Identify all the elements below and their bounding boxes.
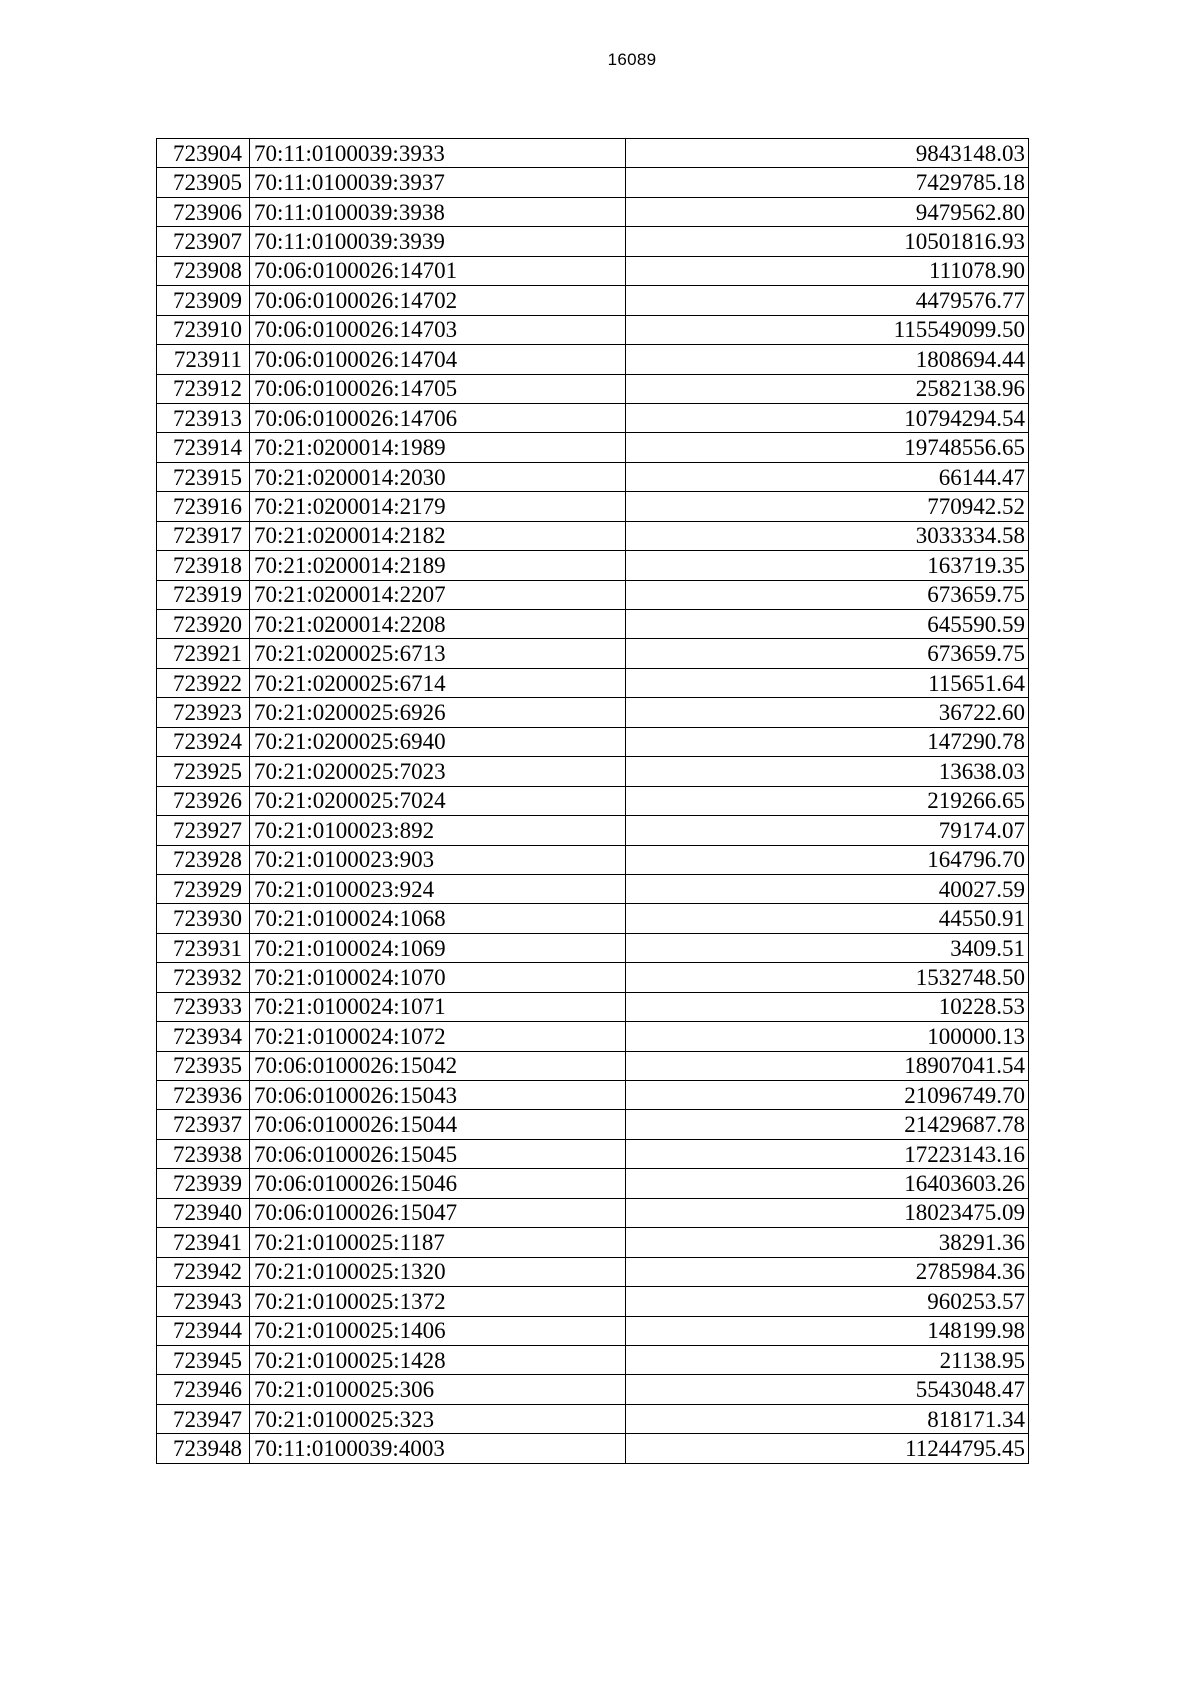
table-row <box>157 433 1029 462</box>
cadastral-value-cell: 66144.47 <box>626 462 1029 491</box>
table-row <box>157 1287 1029 1316</box>
cadastral-value-cell: 38291.36 <box>626 1228 1029 1257</box>
row-number-cell: 723914 <box>157 433 250 462</box>
cadastral-value-table <box>156 138 1029 1464</box>
cadastral-number-cell: 70:06:0100026:14702 <box>250 286 626 315</box>
cadastral-value-cell: 100000.13 <box>626 1022 1029 1051</box>
table-row <box>157 286 1029 315</box>
cadastral-value-cell: 1808694.44 <box>626 345 1029 374</box>
cadastral-value-cell: 147290.78 <box>626 727 1029 756</box>
table-row <box>157 1404 1029 1433</box>
table-row <box>157 139 1029 168</box>
cadastral-number-cell: 70:21:0200014:2207 <box>250 580 626 609</box>
cadastral-number-cell: 70:21:0100025:1406 <box>250 1316 626 1345</box>
table-row <box>157 668 1029 697</box>
row-number-cell: 723919 <box>157 580 250 609</box>
table-row <box>157 874 1029 903</box>
row-number-cell: 723912 <box>157 374 250 403</box>
row-number-cell: 723928 <box>157 845 250 874</box>
cadastral-number-cell: 70:21:0100024:1072 <box>250 1022 626 1051</box>
table-row <box>157 1316 1029 1345</box>
cadastral-number-cell: 70:21:0100024:1068 <box>250 904 626 933</box>
cadastral-value-cell: 13638.03 <box>626 757 1029 786</box>
row-number-cell: 723922 <box>157 668 250 697</box>
cadastral-number-cell: 70:06:0100026:14705 <box>250 374 626 403</box>
row-number-cell: 723937 <box>157 1110 250 1139</box>
row-number-cell: 723932 <box>157 963 250 992</box>
cadastral-number-cell: 70:06:0100026:15045 <box>250 1139 626 1168</box>
table-row <box>157 1257 1029 1286</box>
cadastral-value-cell: 18907041.54 <box>626 1051 1029 1080</box>
cadastral-number-cell: 70:21:0100025:1428 <box>250 1345 626 1374</box>
table-row <box>157 816 1029 845</box>
cadastral-value-cell: 163719.35 <box>626 551 1029 580</box>
cadastral-value-cell: 5543048.47 <box>626 1375 1029 1404</box>
cadastral-number-cell: 70:21:0200014:2179 <box>250 492 626 521</box>
cadastral-value-cell: 79174.07 <box>626 816 1029 845</box>
table-row <box>157 1434 1029 1463</box>
cadastral-value-cell: 21429687.78 <box>626 1110 1029 1139</box>
row-number-cell: 723938 <box>157 1139 250 1168</box>
cadastral-number-cell: 70:21:0200025:7024 <box>250 786 626 815</box>
table-row <box>157 403 1029 432</box>
cadastral-number-cell: 70:06:0100026:14703 <box>250 315 626 344</box>
cadastral-number-cell: 70:21:0200025:6713 <box>250 639 626 668</box>
cadastral-value-cell: 770942.52 <box>626 492 1029 521</box>
row-number-cell: 723917 <box>157 521 250 550</box>
row-number-cell: 723923 <box>157 698 250 727</box>
row-number-cell: 723946 <box>157 1375 250 1404</box>
cadastral-number-cell: 70:21:0100024:1070 <box>250 963 626 992</box>
row-number-cell: 723911 <box>157 345 250 374</box>
table-row <box>157 1051 1029 1080</box>
cadastral-number-cell: 70:11:0100039:3933 <box>250 139 626 168</box>
table-row <box>157 904 1029 933</box>
cadastral-value-cell: 17223143.16 <box>626 1139 1029 1168</box>
cadastral-number-cell: 70:11:0100039:4003 <box>250 1434 626 1463</box>
table-row <box>157 1228 1029 1257</box>
cadastral-value-cell: 673659.75 <box>626 639 1029 668</box>
row-number-cell: 723924 <box>157 727 250 756</box>
cadastral-value-cell: 673659.75 <box>626 580 1029 609</box>
cadastral-number-cell: 70:06:0100026:14706 <box>250 403 626 432</box>
cadastral-value-cell: 2582138.96 <box>626 374 1029 403</box>
cadastral-number-cell: 70:21:0200014:2208 <box>250 610 626 639</box>
cadastral-value-cell: 4479576.77 <box>626 286 1029 315</box>
cadastral-value-cell: 115651.64 <box>626 668 1029 697</box>
table-row <box>157 492 1029 521</box>
cadastral-number-cell: 70:21:0100025:1187 <box>250 1228 626 1257</box>
cadastral-value-cell: 40027.59 <box>626 874 1029 903</box>
cadastral-value-cell: 18023475.09 <box>626 1198 1029 1227</box>
row-number-cell: 723921 <box>157 639 250 668</box>
table-row <box>157 1345 1029 1374</box>
row-number-cell: 723945 <box>157 1345 250 1374</box>
cadastral-number-cell: 70:06:0100026:15044 <box>250 1110 626 1139</box>
table-row <box>157 1375 1029 1404</box>
table-row <box>157 315 1029 344</box>
cadastral-number-cell: 70:11:0100039:3939 <box>250 227 626 256</box>
row-number-cell: 723929 <box>157 874 250 903</box>
cadastral-number-cell: 70:21:0100025:1320 <box>250 1257 626 1286</box>
row-number-cell: 723941 <box>157 1228 250 1257</box>
cadastral-value-cell: 10228.53 <box>626 992 1029 1021</box>
row-number-cell: 723916 <box>157 492 250 521</box>
cadastral-number-cell: 70:21:0100023:903 <box>250 845 626 874</box>
cadastral-number-cell: 70:21:0200025:6926 <box>250 698 626 727</box>
row-number-cell: 723910 <box>157 315 250 344</box>
cadastral-number-cell: 70:06:0100026:15043 <box>250 1081 626 1110</box>
row-number-cell: 723905 <box>157 168 250 197</box>
table-row <box>157 933 1029 962</box>
table-row <box>157 639 1029 668</box>
cadastral-value-cell: 960253.57 <box>626 1287 1029 1316</box>
row-number-cell: 723935 <box>157 1051 250 1080</box>
row-number-cell: 723930 <box>157 904 250 933</box>
cadastral-number-cell: 70:21:0100024:1069 <box>250 933 626 962</box>
cadastral-value-cell: 111078.90 <box>626 256 1029 285</box>
cadastral-number-cell: 70:06:0100026:15047 <box>250 1198 626 1227</box>
row-number-cell: 723915 <box>157 462 250 491</box>
table-row <box>157 727 1029 756</box>
row-number-cell: 723948 <box>157 1434 250 1463</box>
cadastral-number-cell: 70:21:0200025:7023 <box>250 757 626 786</box>
table-row <box>157 580 1029 609</box>
cadastral-number-cell: 70:06:0100026:14701 <box>250 256 626 285</box>
cadastral-value-cell: 11244795.45 <box>626 1434 1029 1463</box>
cadastral-number-cell: 70:21:0100023:892 <box>250 816 626 845</box>
cadastral-number-cell: 70:21:0200025:6714 <box>250 668 626 697</box>
cadastral-value-cell: 10794294.54 <box>626 403 1029 432</box>
table-row <box>157 1110 1029 1139</box>
cadastral-number-cell: 70:06:0100026:14704 <box>250 345 626 374</box>
cadastral-number-cell: 70:11:0100039:3938 <box>250 197 626 226</box>
row-number-cell: 723907 <box>157 227 250 256</box>
row-number-cell: 723942 <box>157 1257 250 1286</box>
row-number-cell: 723913 <box>157 403 250 432</box>
cadastral-value-cell: 16403603.26 <box>626 1169 1029 1198</box>
row-number-cell: 723926 <box>157 786 250 815</box>
table-body <box>157 139 1029 1464</box>
row-number-cell: 723906 <box>157 197 250 226</box>
table-row <box>157 256 1029 285</box>
table-row <box>157 521 1029 550</box>
row-number-cell: 723908 <box>157 256 250 285</box>
table-row <box>157 168 1029 197</box>
table-row <box>157 197 1029 226</box>
table-row <box>157 374 1029 403</box>
row-number-cell: 723947 <box>157 1404 250 1433</box>
table-row <box>157 698 1029 727</box>
cadastral-number-cell: 70:11:0100039:3937 <box>250 168 626 197</box>
table-row <box>157 462 1029 491</box>
row-number-cell: 723909 <box>157 286 250 315</box>
row-number-cell: 723931 <box>157 933 250 962</box>
cadastral-value-cell: 3409.51 <box>626 933 1029 962</box>
table-row <box>157 551 1029 580</box>
table-row <box>157 786 1029 815</box>
cadastral-value-cell: 9843148.03 <box>626 139 1029 168</box>
cadastral-number-cell: 70:21:0100023:924 <box>250 874 626 903</box>
page-number: 16089 <box>607 50 657 69</box>
cadastral-value-cell: 10501816.93 <box>626 227 1029 256</box>
cadastral-value-cell: 9479562.80 <box>626 197 1029 226</box>
row-number-cell: 723943 <box>157 1287 250 1316</box>
cadastral-value-cell: 818171.34 <box>626 1404 1029 1433</box>
cadastral-value-cell: 645590.59 <box>626 610 1029 639</box>
row-number-cell: 723920 <box>157 610 250 639</box>
cadastral-number-cell: 70:21:0200014:1989 <box>250 433 626 462</box>
table-row <box>157 992 1029 1021</box>
cadastral-value-cell: 148199.98 <box>626 1316 1029 1345</box>
cadastral-number-cell: 70:21:0100025:1372 <box>250 1287 626 1316</box>
row-number-cell: 723933 <box>157 992 250 1021</box>
cadastral-number-cell: 70:06:0100026:15046 <box>250 1169 626 1198</box>
table-row <box>157 610 1029 639</box>
cadastral-value-cell: 7429785.18 <box>626 168 1029 197</box>
cadastral-number-cell: 70:21:0100025:306 <box>250 1375 626 1404</box>
cadastral-number-cell: 70:21:0100024:1071 <box>250 992 626 1021</box>
cadastral-number-cell: 70:21:0200025:6940 <box>250 727 626 756</box>
cadastral-number-cell: 70:06:0100026:15042 <box>250 1051 626 1080</box>
table-row <box>157 1198 1029 1227</box>
table-row <box>157 227 1029 256</box>
table-row <box>157 345 1029 374</box>
row-number-cell: 723939 <box>157 1169 250 1198</box>
row-number-cell: 723944 <box>157 1316 250 1345</box>
cadastral-value-cell: 21138.95 <box>626 1345 1029 1374</box>
cadastral-value-cell: 44550.91 <box>626 904 1029 933</box>
table-row <box>157 1022 1029 1051</box>
table-row <box>157 1139 1029 1168</box>
row-number-cell: 723940 <box>157 1198 250 1227</box>
cadastral-value-cell: 21096749.70 <box>626 1081 1029 1110</box>
table-row <box>157 1169 1029 1198</box>
row-number-cell: 723927 <box>157 816 250 845</box>
cadastral-number-cell: 70:21:0200014:2030 <box>250 462 626 491</box>
cadastral-value-cell: 19748556.65 <box>626 433 1029 462</box>
cadastral-number-cell: 70:21:0200014:2182 <box>250 521 626 550</box>
table-row <box>157 757 1029 786</box>
row-number-cell: 723925 <box>157 757 250 786</box>
row-number-cell: 723904 <box>157 139 250 168</box>
cadastral-value-cell: 1532748.50 <box>626 963 1029 992</box>
cadastral-value-cell: 164796.70 <box>626 845 1029 874</box>
table-row <box>157 845 1029 874</box>
table-row <box>157 963 1029 992</box>
cadastral-value-cell: 36722.60 <box>626 698 1029 727</box>
cadastral-number-cell: 70:21:0100025:323 <box>250 1404 626 1433</box>
table-row <box>157 1081 1029 1110</box>
cadastral-value-cell: 3033334.58 <box>626 521 1029 550</box>
cadastral-number-cell: 70:21:0200014:2189 <box>250 551 626 580</box>
row-number-cell: 723918 <box>157 551 250 580</box>
row-number-cell: 723934 <box>157 1022 250 1051</box>
cadastral-value-cell: 219266.65 <box>626 786 1029 815</box>
row-number-cell: 723936 <box>157 1081 250 1110</box>
cadastral-value-cell: 115549099.50 <box>626 315 1029 344</box>
cadastral-value-cell: 2785984.36 <box>626 1257 1029 1286</box>
